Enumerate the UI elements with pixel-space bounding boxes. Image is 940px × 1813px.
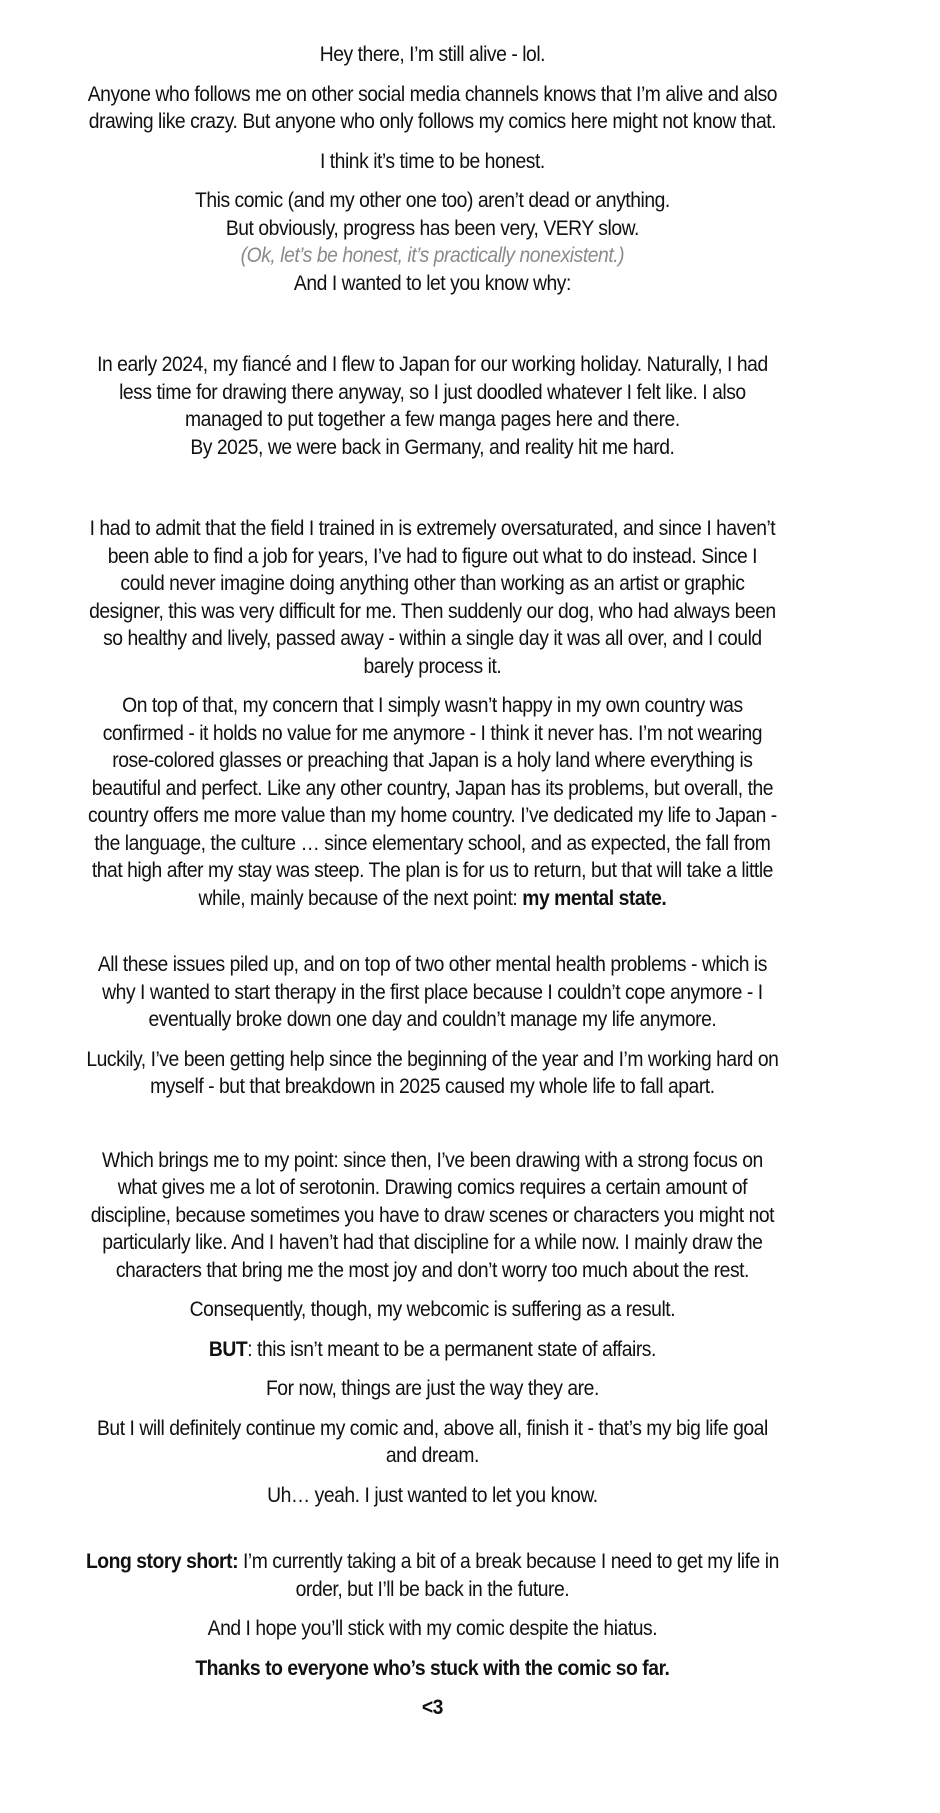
text-line: I think it’s time to be honest.	[319, 149, 545, 173]
text-line: been able to find a job for years, I’ve had to figure out what to do instead. Since I	[107, 544, 758, 568]
text-line	[55, 1548, 809, 1576]
text-line: order, but I’ll be back in the future.	[295, 1577, 570, 1601]
text-line: I had to admit that the field I trained in is extremely oversaturated, and since I haven’t	[89, 517, 776, 540]
heart-paragraph	[55, 1694, 809, 1722]
text-line: But I will definitely continue my comic and, above all, finish it - that’s my big life goal	[96, 1416, 768, 1440]
text-line: All these issues piled up, and on top of two other mental health problems - which is	[97, 953, 767, 976]
but-paragraph	[55, 1336, 809, 1364]
text-line: On top of that, my concern that I simply wasn’t happy in my own country was	[122, 694, 743, 717]
text-line: less time for drawing there anyway, so I just doodled whatever I felt like. I also	[119, 380, 746, 404]
text-line: rose-colored glasses or preaching that Japan is a holy land where everything is	[112, 749, 753, 772]
text-line: Hey there, I’m still alive - lol.	[319, 43, 546, 66]
hope-paragraph	[55, 1615, 809, 1643]
text-line: why I wanted to start therapy in the first place because I couldn’t cope anymore - I	[102, 980, 763, 1004]
breakdown-paragraph	[55, 951, 809, 1034]
text-line: confirmed - it holds no value for me anymore - I think it never has. I’m not wearing	[102, 721, 763, 745]
text-line: myself - but that breakdown in 2025 caused my whole life to fall apart.	[150, 1075, 715, 1098]
text-line: drawing like crazy. But anyone who only follows my comics here might not know that.	[88, 110, 777, 133]
text-line: discipline, because sometimes you have to draw scenes or characters you might not	[90, 1203, 775, 1227]
text-line: could never imagine doing anything other than working as an artist or graphic	[120, 572, 745, 595]
text-line: beautiful and perfect. Like any other country, Japan has its problems, but overall, the	[91, 776, 774, 800]
text-line: and dream.	[385, 1444, 479, 1467]
career-and-dog-paragraph	[55, 515, 809, 680]
text-segment: while, mainly because of the next point:	[198, 886, 523, 910]
long-story-short-paragraph	[55, 1548, 809, 1603]
text-line: what gives me a lot of serotonin. Drawing comics requires a certain amount of	[117, 1176, 748, 1199]
text-line: For now, things are just the way they are.	[265, 1377, 599, 1400]
text-line: characters that bring me the most joy and don’t worry too much about the rest.	[115, 1258, 749, 1282]
text-line: eventually broke down one day and couldn’t manage my life anymore.	[148, 1008, 717, 1031]
social-media-paragraph	[55, 81, 809, 136]
emphasis-mental-state: my mental state.	[522, 886, 667, 910]
text-line	[55, 1336, 809, 1364]
text-line: In early 2024, my fiancé and I flew to Japan for our working holiday. Naturally, I had	[97, 353, 768, 376]
emphasis-but: BUT	[208, 1337, 248, 1361]
home-country-paragraph	[55, 692, 809, 912]
slow-progress-paragraph	[55, 187, 809, 297]
text-line: And I wanted to let you know why:	[293, 271, 571, 295]
consequence-paragraph	[55, 1296, 809, 1324]
japan-trip-paragraph	[55, 351, 809, 461]
text-segment: : this isn’t meant to be a permanent state of affairs.	[247, 1337, 656, 1361]
aside-line: (Ok, let’s be honest, it’s practically nonexistent.)	[240, 244, 625, 267]
thanks-paragraph	[55, 1655, 809, 1683]
greeting-paragraph	[55, 41, 809, 69]
text-line: country offers me more value than my home country. I’ve dedicated my life to Japan -	[88, 804, 777, 827]
drawing-focus-paragraph	[55, 1147, 809, 1285]
text-line: barely process it.	[363, 654, 502, 678]
text-line: that high after my stay was steep. The plan is for us to return, but that will take a little	[91, 859, 773, 882]
let-you-know-paragraph	[55, 1482, 809, 1510]
text-segment: I’m currently taking a bit of a break because I need to get my life in	[238, 1550, 779, 1573]
text-line	[55, 885, 809, 913]
therapy-paragraph	[55, 1046, 809, 1101]
heart-emoticon: <3	[421, 1696, 443, 1719]
thanks-line: Thanks to everyone who’s stuck with the comic so far.	[195, 1656, 670, 1680]
text-line: Consequently, though, my webcomic is suffering as a result.	[189, 1298, 676, 1321]
continue-comic-paragraph	[55, 1415, 809, 1470]
text-line: Luckily, I’ve been getting help since the beginning of the year and I’m working hard on	[86, 1047, 779, 1071]
text-line: the language, the culture … since elementary school, and as expected, the fall from	[94, 831, 771, 855]
text-line: designer, this was very difficult for me. Then suddenly our dog, who had always been	[89, 599, 776, 623]
honesty-paragraph	[55, 148, 809, 176]
text-line: Which brings me to my point: since then, I’ve been drawing with a strong focus on	[102, 1148, 763, 1172]
text-line: And I hope you’ll stick with my comic despite the hiatus.	[207, 1617, 658, 1640]
emphasis-long-story-short: Long story short:	[85, 1550, 239, 1573]
text-line: particularly like. And I haven’t had that discipline for a while now. I mainly draw the	[102, 1231, 763, 1254]
text-line: Uh… yeah. I just wanted to let you know.	[267, 1483, 598, 1507]
text-line: By 2025, we were back in Germany, and reality hit me hard.	[190, 435, 675, 459]
text-line: so healthy and lively, passed away - within a single day it was all over, and I could	[103, 627, 762, 650]
text-line: But obviously, progress has been very, VERY slow.	[225, 216, 639, 240]
text-line: This comic (and my other one too) aren’t dead or anything.	[194, 189, 670, 212]
text-line: managed to put together a few manga pages here and there.	[185, 408, 680, 431]
text-line: Anyone who follows me on other social media channels knows that I’m alive and also	[87, 82, 778, 106]
for-now-paragraph	[55, 1375, 809, 1403]
